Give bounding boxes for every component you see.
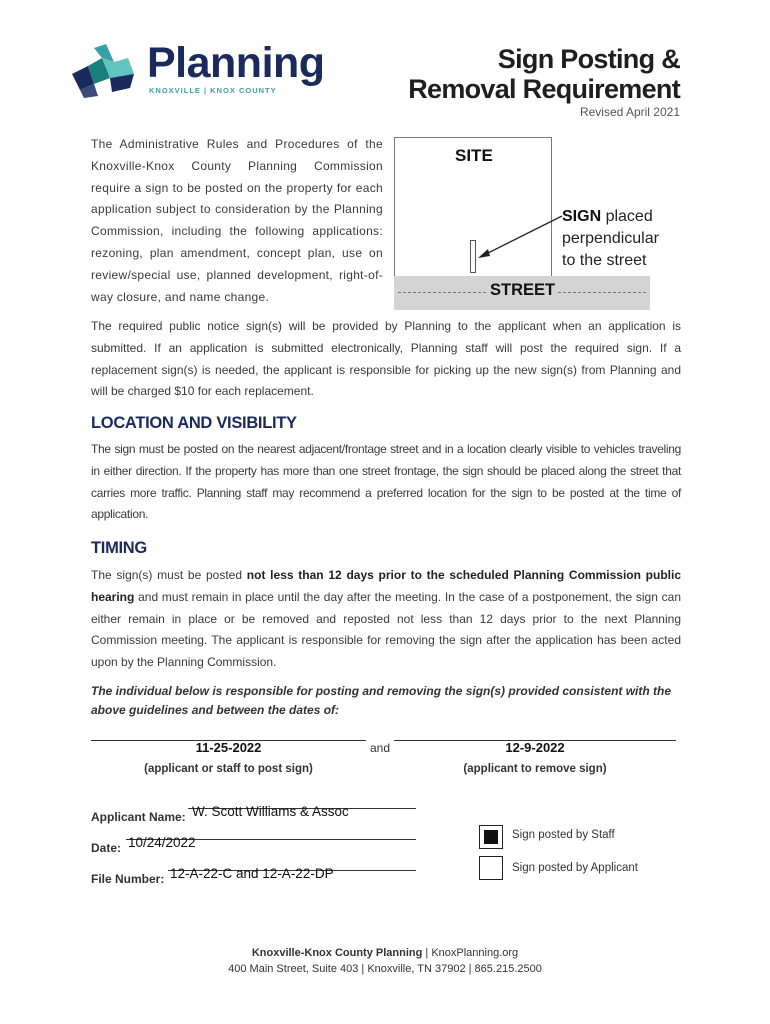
dates-connector: and — [370, 741, 391, 755]
site-label: SITE — [455, 146, 493, 165]
applicant-name-field[interactable]: W. Scott Williams & Assoc — [192, 804, 349, 819]
applicant-posted-checkbox[interactable] — [479, 856, 503, 880]
staff-posted-label: Sign posted by Staff — [512, 829, 615, 841]
intro-paragraph: The Administrative Rules and Procedures of the Knoxville-Knox County Planning Commission require a sign to be posted on the property for each application subject to consideration by the Planning Commission, including the following applications: rezoning, plan amendment, concept plan, use on review/special use, planned development, right-of-way closure, and name change. — [91, 137, 383, 304]
remove-date-value[interactable]: 12-9-2022 — [505, 740, 565, 755]
footer-address: 400 Main Street, Suite 403 | Knoxville, TN 37902 | 865.215.2500 — [228, 963, 542, 975]
sign-post-marker — [470, 240, 476, 273]
responsibility-note: The individual below is responsible for posting and removing the sign(s) provided consistent with the above guidelines and between the dates of: — [91, 684, 672, 717]
timing-heading: TIMING — [91, 539, 147, 557]
logo-wordmark: Planning — [147, 39, 325, 87]
date-field[interactable]: 10/24/2022 — [128, 835, 196, 850]
sign-placement-text: SIGN placed perpendicular to the street — [562, 208, 659, 269]
applicant-name-label: Applicant Name: — [91, 810, 186, 824]
footer-org-line: Knoxville-Knox County Planning | KnoxPlanning.org — [251, 947, 519, 959]
logo-subline: KNOXVILLE | KNOX COUNTY — [149, 86, 277, 95]
sign-pointer-arrow-icon — [476, 212, 566, 262]
footer-website-link[interactable]: KnoxPlanning.org — [431, 947, 519, 959]
file-number-label: File Number: — [91, 872, 165, 886]
remove-date-caption: (applicant to remove sign) — [463, 763, 607, 775]
planning-logo-mark — [72, 44, 144, 98]
document-title: Sign Posting & Removal Requirement — [408, 44, 680, 104]
location-paragraph: The sign must be posted on the nearest adjacent/frontage street and in a location clearly visible to vehicles traveling in either direction. If the property has more than one street frontage, the sign should be placed along the street that carries more traffic. Planning staff may recommend a preferred location for the sign to be posted at the time of application. — [91, 442, 681, 522]
file-number-field[interactable]: 12-A-22-C and 12-A-22-DP — [170, 866, 334, 881]
street-label: STREET — [490, 281, 556, 299]
notice-paragraph: The required public notice sign(s) will be provided by Planning to the applicant when an application is submitted. If an application is submitted electronically, Planning staff will post the required sign. If a replacement sign(s) is needed, the applicant is responsible for picking up the new sign(s) from Planning and will be charged $10 for each replacement. — [91, 319, 681, 399]
date-label: Date: — [91, 841, 122, 855]
post-date-value[interactable]: 11-25-2022 — [195, 740, 262, 755]
location-heading: LOCATION AND VISIBILITY — [91, 414, 297, 432]
post-date-caption: (applicant or staff to post sign) — [144, 763, 313, 775]
staff-posted-checkbox[interactable] — [479, 825, 503, 849]
applicant-posted-label: Sign posted by Applicant — [512, 862, 638, 874]
revised-date: Revised April 2021 — [579, 105, 680, 119]
timing-paragraph: The sign(s) must be posted not less than 12 days prior to the scheduled Planning Commission public hearing and must remain in place until the day after the meeting. In the case of a postponement, the sign can either remain in place or be removed and reposted not less than 12 days prior to the next Planning Commission meeting. The applicant is responsible for removing the sign after the application has been acted upon by the Planning Commission. — [91, 568, 682, 670]
